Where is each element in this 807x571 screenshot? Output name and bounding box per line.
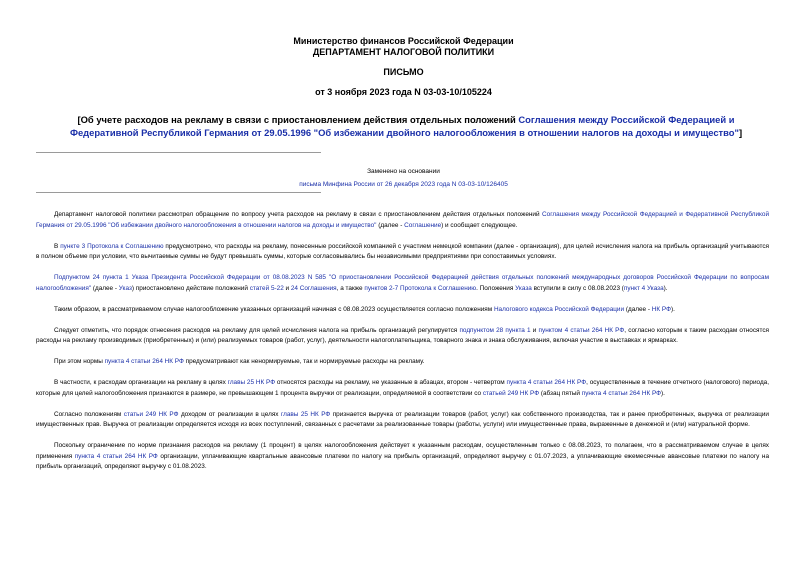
replacement-letter-link[interactable]: письма Минфина России от 26 декабря 2023 года N 03-03-10/126405 — [299, 181, 508, 188]
paragraph — [36, 357, 769, 368]
subject-agreement-link[interactable]: Соглашения между Российской Федерацией и Федеративной Республикой Германия от 29.05.1996 "Об избежании двойного налогообложения в отношении налогов на доходы и имущество" — [69, 114, 739, 138]
paragraph-text: В — [54, 242, 61, 250]
paragraph-text: ). — [670, 305, 675, 313]
legal-reference-link[interactable]: Соглашения между Российской Федерацией и Федеративной Республикой Германия от 29.05.1996 "Об избежании двойного налогообложения в отношении налогов на доходы и имущество" — [36, 211, 770, 229]
paragraph — [36, 273, 769, 294]
legal-reference-link[interactable]: главы 25 НК РФ — [227, 379, 276, 386]
replacement-note — [0, 165, 807, 191]
paragraph-text: предусмотрено, что расходы на рекламу, понесенные российской компанией с участием немецкой компании (далее - организация), для целей исчисления налога на прибыль организаций учитываются в полном объеме при условии, что вычитаемые суммы не будут превышать суммы, которые согласовывались бы независимыми предприятиями при сопоставимых условиях. — [36, 242, 769, 260]
paragraph-text: (далее - — [91, 284, 119, 292]
paragraph-text: В частности, к расходам организации на рекламу в целях — [54, 379, 228, 386]
paragraph — [36, 326, 769, 347]
department-name: ДЕПАРТАМЕНТ НАЛОГОВОЙ ПОЛИТИКИ — [312, 47, 495, 57]
paragraph-text: . Положения — [476, 284, 516, 292]
paragraph-text: (абзац пятый — [539, 389, 582, 397]
legal-reference-link[interactable]: главы 25 НК РФ — [280, 410, 331, 418]
paragraph-text: организации, уплачивающие квартальные авансовые платежи по налогу на прибыль организаций, определяют выручку с 01.07.2023, а уплачивающие ежемесячные авансовые платежи по налогу на прибыль организаций, определяют выручку с 01.08.2023. — [36, 452, 769, 470]
paragraph — [36, 242, 769, 263]
paragraph-text: ) приостановлено действие положений — [131, 284, 250, 292]
paragraph-text: (далее - — [376, 221, 405, 229]
legal-reference-link[interactable]: статьи 249 НК РФ — [123, 410, 179, 418]
paragraph-text: (далее - — [624, 305, 652, 313]
paragraph-text: Следует отметить, что порядок отнесения расходов на рекламу для целей исчисления налога на прибыль организаций регулируется — [54, 326, 460, 334]
subject-suffix: ] — [738, 127, 743, 138]
paragraph — [36, 410, 769, 431]
paragraph-text: вступили в силу с 08.08.2023 ( — [531, 284, 624, 292]
paragraph-text: и — [283, 284, 291, 292]
paragraph — [36, 305, 769, 316]
paragraph — [36, 441, 769, 473]
legal-reference-link[interactable]: пункт 4 Указа — [623, 284, 664, 292]
legal-reference-link[interactable]: пункта 4 статьи 264 НК РФ — [74, 452, 158, 460]
legal-reference-link[interactable]: статей 5-22 — [249, 284, 284, 292]
legal-reference-link[interactable]: Указа — [515, 284, 532, 292]
subject-prefix: [Об учете расходов на рекламу в связи с приостановлением действия отдельных положений — [77, 114, 519, 125]
divider-top — [36, 152, 321, 153]
legal-reference-link[interactable]: пункта 4 статьи 264 НК РФ — [104, 358, 184, 365]
legal-reference-link[interactable]: статьей 249 НК РФ — [482, 389, 540, 397]
paragraph-text: Согласно положениям — [54, 410, 124, 418]
paragraph-text: и — [530, 326, 539, 334]
legal-reference-link[interactable]: пункта 4 статьи 264 НК РФ — [581, 389, 661, 397]
document-type: ПИСЬМО — [383, 67, 424, 77]
paragraph-text: признается выручка от реализации товаров (работ, услуг) как собственного производства, так и ранее приобретенных, выручка от реализации имущественных прав. Выручка от реализации определяется исходя из всех поступлений, связанных с расчетами за реализованные товары (работы, услуги) или имущественные права, выраженные в денежной и (или) натуральной форме. — [36, 410, 769, 428]
legal-reference-link[interactable]: Налогового кодекса Российской Федерации — [493, 305, 625, 313]
legal-reference-link[interactable]: НК РФ — [651, 305, 671, 313]
legal-reference-link[interactable]: Указ — [118, 284, 132, 292]
legal-reference-link[interactable]: подпунктом 28 пункта 1 — [459, 326, 531, 334]
letter-body — [36, 210, 769, 483]
ministry-name: Министерство финансов Российской Федерации — [293, 36, 514, 46]
paragraph-text: , осуществленные в течение отчетного (налогового) периода, которые для целей налогообложения признаются в размере, не превышающем 1 процента выручки от реализации, определяемой в соответствии со — [36, 379, 770, 397]
paragraph — [36, 210, 769, 231]
paragraph — [36, 378, 769, 399]
paragraph-text: Департамент налоговой политики рассмотрел обращение по вопросу учета расходов на рекламу в связи с приостановлением действия отдельных положений — [54, 211, 543, 218]
legal-reference-link[interactable]: Соглашение — [404, 221, 442, 229]
paragraph-text: ). — [663, 284, 668, 292]
document-subject — [46, 113, 766, 139]
legal-reference-link[interactable]: пункта 4 статьи 264 НК РФ — [506, 379, 587, 386]
replacement-note-text: Заменено на основании — [367, 168, 440, 175]
paragraph-text: Поскольку ограничение по норме признания расходов на рекламу (1 процент) в целях налогообложения действует к указанным расходам, осуществленным только с 08.08.2023, то полагаем, что в рассматриваемом случае в целях применения — [36, 442, 769, 460]
paragraph-text: доходом от реализации в целях — [178, 410, 281, 418]
legal-reference-link[interactable]: 24 Соглашения — [290, 284, 337, 292]
paragraph-text: относятся расходы на рекламу, не указанные в абзацах, втором - четвертом — [275, 379, 507, 386]
paragraph-text: предусматривают как ненормируемые, так и нормируемые расходы на рекламу. — [183, 358, 425, 365]
paragraph-text: Таким образом, в рассматриваемом случае налогообложение указанных организаций начиная с 08.08.2023 осуществляется согласно положениям — [54, 305, 494, 313]
divider-bottom — [36, 192, 321, 193]
paragraph-text: ). — [661, 389, 665, 397]
paragraph-text: , согласно которым к таким расходам относятся расходы на рекламу производимых (приобретенных) и (или) реализуемых товаров (работ, услуг), деятельности налогоплательщика, товарного знака и знака обслуживания, включая участие в выставках и ярмарках. — [36, 326, 769, 344]
legal-reference-link[interactable]: Подпунктом 24 пункта 1 Указа Президента Российской Федерации от 08.08.2023 N 585 "О приостановлении Российской Федерацией действия отдельных положений международных договоров Российской Федерации по вопросам налогообложения" — [36, 274, 769, 292]
legal-reference-link[interactable]: пунктом 4 статьи 264 НК РФ — [538, 326, 625, 334]
paragraph-text: При этом нормы — [54, 358, 105, 365]
document-date-number: от 3 ноября 2023 года N 03-03-10/105224 — [315, 87, 492, 97]
legal-reference-link[interactable]: пунктов 2-7 Протокола к Соглашению — [364, 284, 477, 292]
legal-reference-link[interactable]: пункте 3 Протокола к Соглашению — [60, 242, 164, 250]
paragraph-text: ) и сообщает следующее. — [441, 221, 518, 229]
paragraph-text: , а также — [336, 284, 365, 292]
